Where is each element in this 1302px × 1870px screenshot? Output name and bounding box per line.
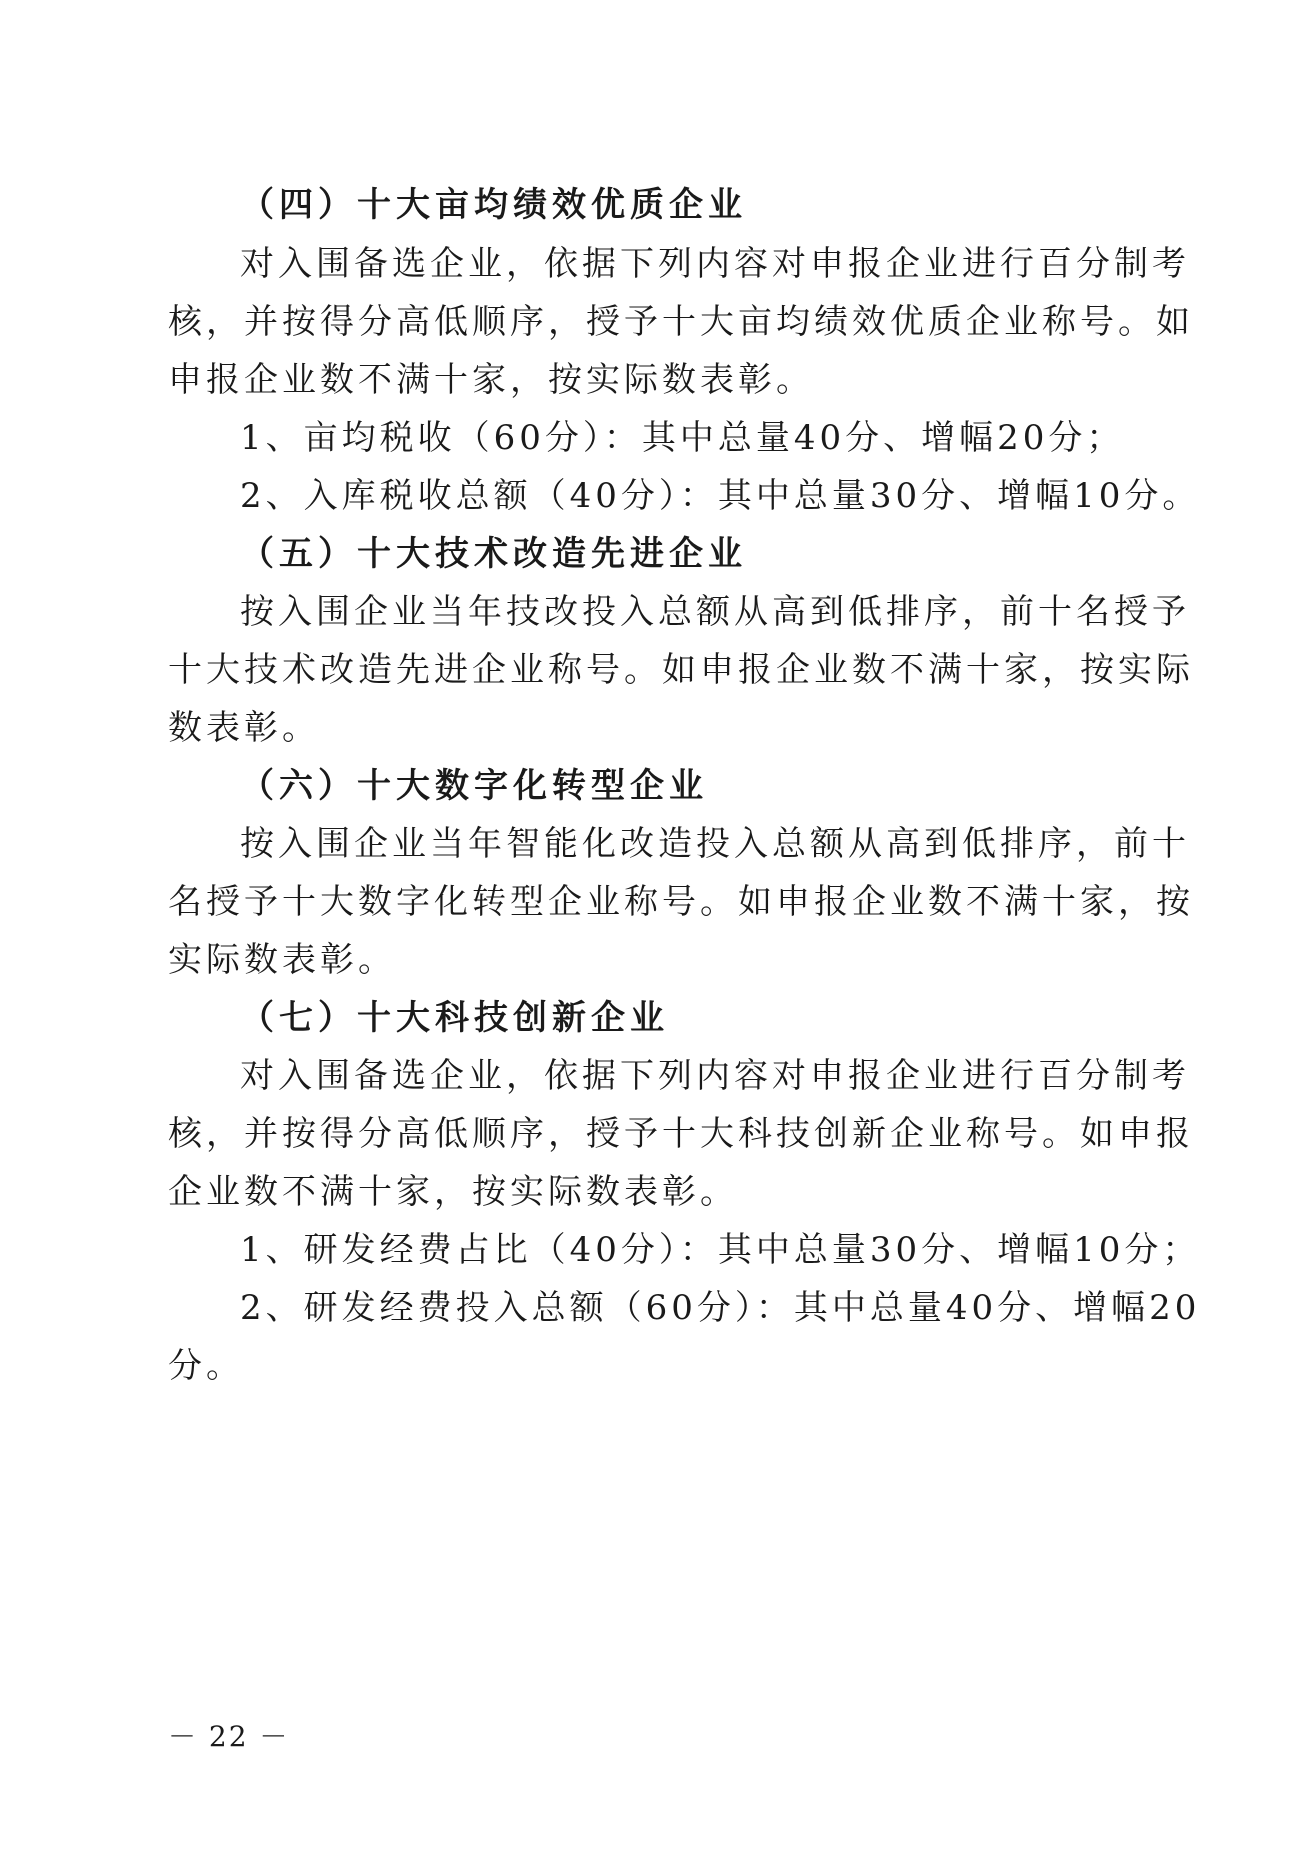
page-number: － 22 － (168, 1720, 290, 1753)
section6-paragraph-line-1: 按入围企业当年智能化改造投入总额从高到低排序，前十 (240, 824, 1190, 864)
section4-paragraph-line-3: 申报企业数不满十家，按实际数表彰。 (168, 360, 814, 400)
section4-paragraph-line-1: 对入围备选企业，依据下列内容对申报企业进行百分制考 (240, 244, 1190, 284)
section6-paragraph-line-3: 实际数表彰。 (168, 940, 396, 980)
section7-item-1: 1、研发经费占比（40分）：其中总量30分、增幅10分； (240, 1230, 1201, 1270)
section5-paragraph-line-3: 数表彰。 (168, 708, 320, 748)
section5-paragraph-line-1: 按入围企业当年技改投入总额从高到低排序，前十名授予 (240, 592, 1190, 632)
section-heading-5: （五）十大技术改造先进企业 (240, 534, 747, 574)
section6-paragraph-line-2: 名授予十大数字化转型企业称号。如申报企业数不满十家，按 (168, 882, 1194, 922)
section7-item-2-line-2: 分。 (168, 1346, 244, 1386)
section-heading-4: （四）十大亩均绩效优质企业 (240, 185, 747, 225)
section7-paragraph-line-3: 企业数不满十家，按实际数表彰。 (168, 1172, 738, 1212)
section7-paragraph-line-2: 核，并按得分高低顺序，授予十大科技创新企业称号。如申报 (168, 1114, 1194, 1154)
section-heading-7: （七）十大科技创新企业 (240, 998, 669, 1038)
section4-item-1: 1、亩均税收（60分）：其中总量40分、增幅20分； (240, 418, 1125, 458)
section4-paragraph-line-2: 核，并按得分高低顺序，授予十大亩均绩效优质企业称号。如 (168, 302, 1194, 342)
section5-paragraph-line-2: 十大技术改造先进企业称号。如申报企业数不满十家，按实际 (168, 650, 1194, 690)
section4-item-2: 2、入库税收总额（40分）：其中总量30分、增幅10分。 (240, 476, 1201, 516)
section7-item-2-line-1: 2、研发经费投入总额（60分）：其中总量40分、增幅20 (240, 1288, 1201, 1328)
section-heading-6: （六）十大数字化转型企业 (240, 766, 708, 806)
section7-paragraph-line-1: 对入围备选企业，依据下列内容对申报企业进行百分制考 (240, 1056, 1190, 1096)
